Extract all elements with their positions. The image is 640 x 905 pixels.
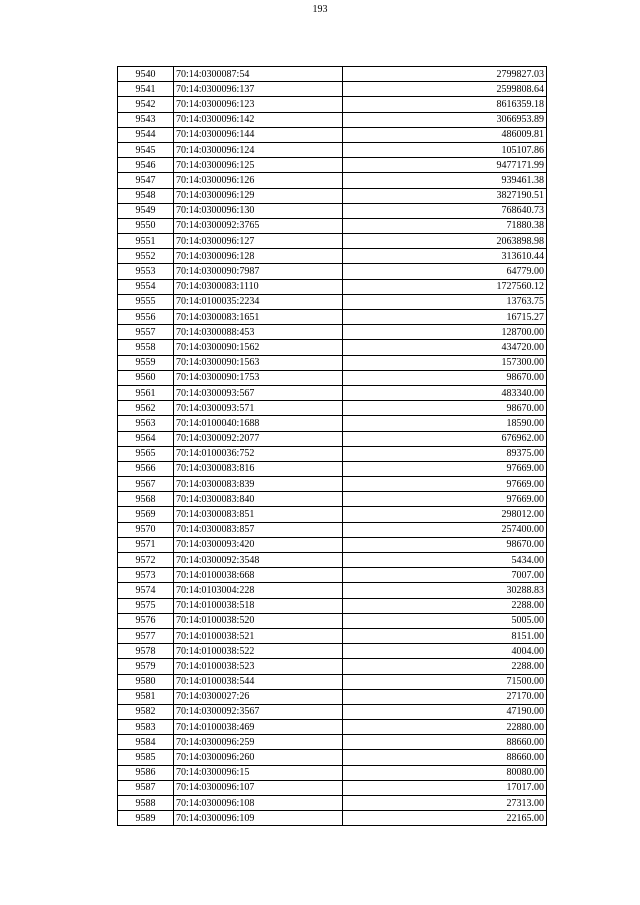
table-row	[118, 522, 547, 537]
row-number-cell: 9554	[118, 279, 174, 294]
cadastral-number-cell: 70:14:0300088:453	[174, 325, 343, 340]
row-number-cell: 9587	[118, 780, 174, 795]
cadastral-number-cell: 70:14:0300090:1563	[174, 355, 343, 370]
table-row	[118, 173, 547, 188]
table-row	[118, 310, 547, 325]
cadastral-number-cell: 70:14:0100038:469	[174, 720, 343, 735]
value-cell: 3066953.89	[343, 112, 547, 127]
row-number-cell: 9586	[118, 765, 174, 780]
cadastral-number-cell: 70:14:0100040:1688	[174, 416, 343, 431]
row-number-cell: 9560	[118, 370, 174, 385]
cadastral-number-cell: 70:14:0100038:544	[174, 674, 343, 689]
cadastral-number-cell: 70:14:0300090:1753	[174, 370, 343, 385]
row-number-cell: 9557	[118, 325, 174, 340]
table-row	[118, 67, 547, 82]
table-row	[118, 279, 547, 294]
cadastral-number-cell: 70:14:0300092:3548	[174, 553, 343, 568]
cadastral-number-cell: 70:14:0100038:522	[174, 644, 343, 659]
cadastral-number-cell: 70:14:0300096:260	[174, 750, 343, 765]
value-cell: 80080.00	[343, 765, 547, 780]
table-row	[118, 598, 547, 613]
value-cell: 16715.27	[343, 310, 547, 325]
table-row	[118, 628, 547, 643]
row-number-cell: 9555	[118, 294, 174, 309]
row-number-cell: 9569	[118, 507, 174, 522]
table-row	[118, 385, 547, 400]
row-number-cell: 9562	[118, 401, 174, 416]
table-row	[118, 644, 547, 659]
cadastral-number-cell: 70:14:0300096:124	[174, 142, 343, 157]
value-cell: 676962.00	[343, 431, 547, 446]
cadastral-number-cell: 70:14:0300096:137	[174, 82, 343, 97]
row-number-cell: 9573	[118, 568, 174, 583]
value-cell: 434720.00	[343, 340, 547, 355]
cadastral-number-cell: 70:14:0300096:144	[174, 127, 343, 142]
table-row	[118, 780, 547, 795]
page-number: 193	[312, 4, 328, 15]
table-row	[118, 218, 547, 233]
row-number-cell: 9577	[118, 628, 174, 643]
value-cell: 8151.00	[343, 628, 547, 643]
cadastral-number-cell: 70:14:0100035:2234	[174, 294, 343, 309]
cadastral-number-cell: 70:14:0300093:571	[174, 401, 343, 416]
table-row	[118, 659, 547, 674]
cadastral-number-cell: 70:14:0300096:142	[174, 112, 343, 127]
value-cell: 483340.00	[343, 385, 547, 400]
cadastral-number-cell: 70:14:0300096:107	[174, 780, 343, 795]
row-number-cell: 9570	[118, 522, 174, 537]
cadastral-number-cell: 70:14:0100038:518	[174, 598, 343, 613]
cadastral-number-cell: 70:14:0300096:259	[174, 735, 343, 750]
cadastral-number-cell: 70:14:0300083:1110	[174, 279, 343, 294]
row-number-cell: 9582	[118, 704, 174, 719]
cadastral-number-cell: 70:14:0300096:109	[174, 811, 343, 826]
value-cell: 939461.38	[343, 173, 547, 188]
row-number-cell: 9543	[118, 112, 174, 127]
value-cell: 2599808.64	[343, 82, 547, 97]
row-number-cell: 9556	[118, 310, 174, 325]
value-cell: 7007.00	[343, 568, 547, 583]
row-number-cell: 9568	[118, 492, 174, 507]
value-cell: 97669.00	[343, 461, 547, 476]
row-number-cell: 9589	[118, 811, 174, 826]
row-number-cell: 9544	[118, 127, 174, 142]
table-row	[118, 720, 547, 735]
row-number-cell: 9566	[118, 461, 174, 476]
table-row	[118, 370, 547, 385]
value-cell: 97669.00	[343, 492, 547, 507]
value-cell: 4004.00	[343, 644, 547, 659]
value-cell: 88660.00	[343, 735, 547, 750]
value-cell: 13763.75	[343, 294, 547, 309]
value-cell: 22165.00	[343, 811, 547, 826]
row-number-cell: 9540	[118, 67, 174, 82]
cadastral-number-cell: 70:14:0300096:125	[174, 158, 343, 173]
cadastral-number-cell: 70:14:0300090:7987	[174, 264, 343, 279]
value-cell: 9477171.99	[343, 158, 547, 173]
table-row	[118, 249, 547, 264]
value-cell: 128700.00	[343, 325, 547, 340]
value-cell: 98670.00	[343, 401, 547, 416]
row-number-cell: 9546	[118, 158, 174, 173]
table-row	[118, 82, 547, 97]
row-number-cell: 9542	[118, 97, 174, 112]
table-row	[118, 735, 547, 750]
table-row	[118, 158, 547, 173]
row-number-cell: 9578	[118, 644, 174, 659]
cadastral-number-cell: 70:14:0300092:2077	[174, 431, 343, 446]
row-number-cell: 9545	[118, 142, 174, 157]
cadastral-number-cell: 70:14:0300096:127	[174, 234, 343, 249]
cadastral-number-cell: 70:14:0300096:126	[174, 173, 343, 188]
cadastral-number-cell: 70:14:0300090:1562	[174, 340, 343, 355]
row-number-cell: 9588	[118, 796, 174, 811]
value-cell: 98670.00	[343, 370, 547, 385]
value-cell: 88660.00	[343, 750, 547, 765]
cadastral-number-cell: 70:14:0300083:839	[174, 477, 343, 492]
value-cell: 2288.00	[343, 598, 547, 613]
table-row	[118, 674, 547, 689]
cadastral-number-cell: 70:14:0300083:840	[174, 492, 343, 507]
table-row	[118, 355, 547, 370]
cadastral-number-cell: 70:14:0300096:129	[174, 188, 343, 203]
table-row	[118, 446, 547, 461]
row-number-cell: 9583	[118, 720, 174, 735]
value-cell: 298012.00	[343, 507, 547, 522]
table-row	[118, 188, 547, 203]
cadastral-number-cell: 70:14:0300096:108	[174, 796, 343, 811]
value-cell: 486009.81	[343, 127, 547, 142]
row-number-cell: 9548	[118, 188, 174, 203]
cadastral-number-cell: 70:14:0300083:1651	[174, 310, 343, 325]
cadastral-number-cell: 70:14:0300083:857	[174, 522, 343, 537]
table-row	[118, 765, 547, 780]
cadastral-number-cell: 70:14:0300096:128	[174, 249, 343, 264]
value-cell: 157300.00	[343, 355, 547, 370]
table-row	[118, 492, 547, 507]
table-row	[118, 127, 547, 142]
value-cell: 97669.00	[343, 477, 547, 492]
table-row	[118, 112, 547, 127]
value-cell: 768640.73	[343, 203, 547, 218]
value-cell: 105107.86	[343, 142, 547, 157]
value-cell: 2288.00	[343, 659, 547, 674]
row-number-cell: 9551	[118, 234, 174, 249]
row-number-cell: 9541	[118, 82, 174, 97]
row-number-cell: 9565	[118, 446, 174, 461]
value-cell: 47190.00	[343, 704, 547, 719]
value-cell: 89375.00	[343, 446, 547, 461]
row-number-cell: 9563	[118, 416, 174, 431]
row-number-cell: 9574	[118, 583, 174, 598]
row-number-cell: 9561	[118, 385, 174, 400]
table-row	[118, 613, 547, 628]
value-cell: 17017.00	[343, 780, 547, 795]
row-number-cell: 9580	[118, 674, 174, 689]
cadastral-number-cell: 70:14:0300096:123	[174, 97, 343, 112]
table-row	[118, 568, 547, 583]
cadastral-number-cell: 70:14:0300083:851	[174, 507, 343, 522]
table-row	[118, 340, 547, 355]
cadastral-number-cell: 70:14:0300096:15	[174, 765, 343, 780]
value-cell: 30288.83	[343, 583, 547, 598]
table-row	[118, 704, 547, 719]
table-row	[118, 477, 547, 492]
table-row	[118, 416, 547, 431]
table-row	[118, 507, 547, 522]
value-cell: 2799827.03	[343, 67, 547, 82]
cadastral-number-cell: 70:14:0300083:816	[174, 461, 343, 476]
row-number-cell: 9584	[118, 735, 174, 750]
row-number-cell: 9559	[118, 355, 174, 370]
table-row	[118, 401, 547, 416]
cadastral-number-cell: 70:14:0100038:523	[174, 659, 343, 674]
value-cell: 18590.00	[343, 416, 547, 431]
table-row	[118, 461, 547, 476]
value-cell: 5434.00	[343, 553, 547, 568]
table-row	[118, 750, 547, 765]
value-cell: 71880.38	[343, 218, 547, 233]
value-cell: 22880.00	[343, 720, 547, 735]
table-row	[118, 294, 547, 309]
value-cell: 8616359.18	[343, 97, 547, 112]
cadastral-number-cell: 70:14:0100036:752	[174, 446, 343, 461]
cadastral-number-cell: 70:14:0100038:668	[174, 568, 343, 583]
cadastral-number-cell: 70:14:0103004:228	[174, 583, 343, 598]
value-cell: 64779.00	[343, 264, 547, 279]
table-row	[118, 431, 547, 446]
value-cell: 3827190.51	[343, 188, 547, 203]
row-number-cell: 9553	[118, 264, 174, 279]
table-row	[118, 689, 547, 704]
cadastral-number-cell: 70:14:0300087:54	[174, 67, 343, 82]
row-number-cell: 9571	[118, 537, 174, 552]
value-cell: 313610.44	[343, 249, 547, 264]
value-cell: 71500.00	[343, 674, 547, 689]
row-number-cell: 9572	[118, 553, 174, 568]
row-number-cell: 9547	[118, 173, 174, 188]
row-number-cell: 9585	[118, 750, 174, 765]
table-row	[118, 97, 547, 112]
table-row	[118, 325, 547, 340]
table-row	[118, 796, 547, 811]
value-cell: 2063898.98	[343, 234, 547, 249]
cadastral-number-cell: 70:14:0300093:567	[174, 385, 343, 400]
row-number-cell: 9581	[118, 689, 174, 704]
value-cell: 257400.00	[343, 522, 547, 537]
cadastral-number-cell: 70:14:0300027:26	[174, 689, 343, 704]
value-cell: 98670.00	[343, 537, 547, 552]
value-cell: 27170.00	[343, 689, 547, 704]
table-row	[118, 553, 547, 568]
value-cell: 1727560.12	[343, 279, 547, 294]
row-number-cell: 9576	[118, 613, 174, 628]
cadastral-value-table	[117, 66, 547, 826]
cadastral-number-cell: 70:14:0300096:130	[174, 203, 343, 218]
cadastral-number-cell: 70:14:0300092:3765	[174, 218, 343, 233]
row-number-cell: 9549	[118, 203, 174, 218]
row-number-cell: 9564	[118, 431, 174, 446]
table-row	[118, 811, 547, 826]
cadastral-number-cell: 70:14:0100038:521	[174, 628, 343, 643]
cadastral-number-cell: 70:14:0100038:520	[174, 613, 343, 628]
table-row	[118, 203, 547, 218]
row-number-cell: 9579	[118, 659, 174, 674]
value-cell: 27313.00	[343, 796, 547, 811]
row-number-cell: 9550	[118, 218, 174, 233]
table-row	[118, 583, 547, 598]
row-number-cell: 9552	[118, 249, 174, 264]
value-cell: 5005.00	[343, 613, 547, 628]
table-row	[118, 142, 547, 157]
row-number-cell: 9558	[118, 340, 174, 355]
table-row	[118, 234, 547, 249]
row-number-cell: 9575	[118, 598, 174, 613]
table-row	[118, 537, 547, 552]
cadastral-number-cell: 70:14:0300092:3567	[174, 704, 343, 719]
table-body	[118, 67, 547, 826]
row-number-cell: 9567	[118, 477, 174, 492]
table-row	[118, 264, 547, 279]
cadastral-number-cell: 70:14:0300093:420	[174, 537, 343, 552]
